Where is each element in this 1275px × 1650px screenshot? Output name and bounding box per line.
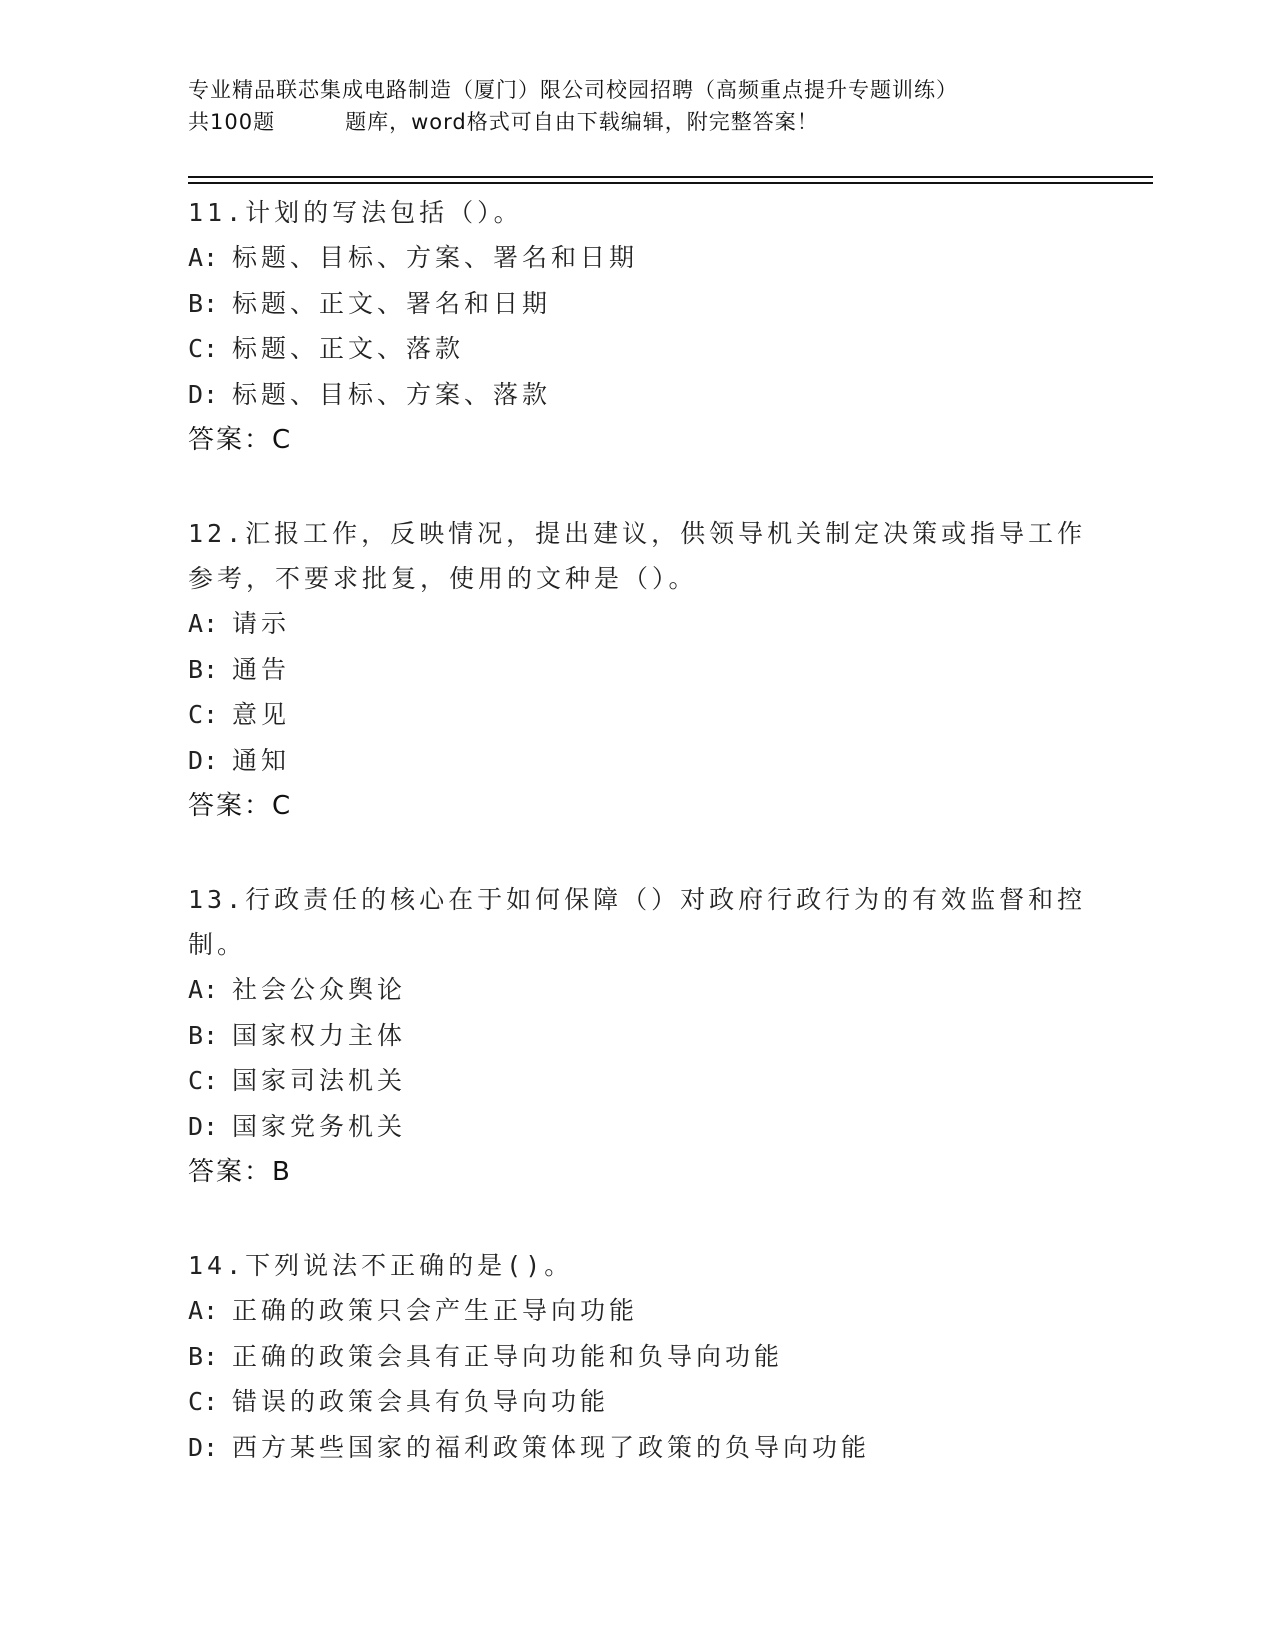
option-c — [188, 692, 1088, 738]
question-title: 14.下列说法不正确的是()。 — [188, 1251, 574, 1280]
option-d — [188, 372, 1088, 418]
answer-label: 答案： — [188, 425, 273, 455]
option-text: 国家党务机关 — [232, 1111, 407, 1141]
option-key: B: — [188, 1020, 219, 1050]
answer-value: B — [272, 1157, 291, 1187]
option-text: 国家权力主体 — [232, 1020, 407, 1050]
document-header — [188, 74, 1148, 138]
option-text: 错误的政策会具有负导向功能 — [232, 1387, 610, 1416]
option-d — [188, 738, 1088, 784]
option-text: 标题、目标、方案、落款 — [232, 379, 552, 409]
option-text: 标题、正文、署名和日期 — [232, 288, 552, 318]
option-c — [188, 1379, 1088, 1425]
option-a — [188, 235, 1088, 281]
question-title: 11.计划的写法包括（）。 — [188, 198, 523, 227]
option-text: 国家司法机关 — [232, 1066, 407, 1095]
question-item — [188, 511, 1088, 829]
answer-label: 答案： — [188, 791, 273, 821]
option-key: C: — [188, 1066, 219, 1095]
option-key: A: — [188, 243, 219, 272]
option-text: 正确的政策只会产生正导向功能 — [232, 1296, 639, 1325]
question-list — [188, 190, 1088, 1518]
option-text: 西方某些国家的福利政策体现了政策的负导向功能 — [232, 1432, 871, 1462]
answer-value: C — [272, 791, 292, 821]
option-text: 社会公众舆论 — [232, 975, 407, 1004]
option-key: B: — [188, 288, 219, 318]
option-key: D: — [188, 379, 219, 409]
option-b — [188, 1334, 1088, 1380]
option-key: B: — [188, 1341, 219, 1371]
answer-value: C — [272, 425, 292, 455]
option-key: A: — [188, 975, 219, 1004]
answer-line — [188, 417, 1088, 463]
question-title: 12.汇报工作，反映情况，提出建议，供领导机关制定决策或指导工作参考，不要求批复，使用的文种是（）。 — [188, 519, 1087, 593]
question-item — [188, 190, 1088, 463]
option-key: A: — [188, 609, 219, 638]
option-key: C: — [188, 334, 219, 363]
answer-label: 答案： — [188, 1157, 273, 1187]
option-key: C: — [188, 1387, 219, 1416]
option-d — [188, 1425, 1088, 1471]
option-a — [188, 601, 1088, 647]
option-key: B: — [188, 654, 219, 684]
option-c — [188, 1058, 1088, 1104]
header-description: 题库，word格式可自由下载编辑，附完整答案！ — [345, 110, 819, 134]
question-item — [188, 877, 1088, 1195]
option-c — [188, 326, 1088, 372]
header-divider-top — [188, 176, 1153, 178]
answer-line — [188, 783, 1088, 829]
option-text: 通知 — [232, 745, 291, 775]
option-b — [188, 281, 1088, 327]
header-divider-bottom — [188, 182, 1153, 184]
option-key: D: — [188, 1111, 219, 1141]
option-a — [188, 1288, 1088, 1334]
option-key: C: — [188, 700, 219, 729]
question-count: 共100题 — [188, 110, 276, 134]
option-a — [188, 967, 1088, 1013]
option-text: 正确的政策会具有正导向功能和负导向功能 — [232, 1341, 784, 1371]
option-key: A: — [188, 1296, 219, 1325]
option-key: D: — [188, 1432, 219, 1462]
option-text: 标题、目标、方案、署名和日期 — [232, 243, 639, 272]
option-b — [188, 647, 1088, 693]
answer-line — [188, 1149, 1088, 1195]
question-item — [188, 1243, 1088, 1470]
option-d — [188, 1104, 1088, 1150]
header-subtitle — [188, 106, 1148, 138]
header-title: 专业精品联芯集成电路制造（厦门）限公司校园招聘（高频重点提升专题训练） — [188, 78, 958, 102]
option-key: D: — [188, 745, 219, 775]
option-text: 意见 — [232, 700, 291, 729]
option-text: 标题、正文、落款 — [232, 334, 465, 363]
option-b — [188, 1013, 1088, 1059]
question-title: 13.行政责任的核心在于如何保障（）对政府行政行为的有效监督和控制。 — [188, 885, 1087, 959]
option-text: 请示 — [232, 609, 291, 638]
option-text: 通告 — [232, 654, 291, 684]
